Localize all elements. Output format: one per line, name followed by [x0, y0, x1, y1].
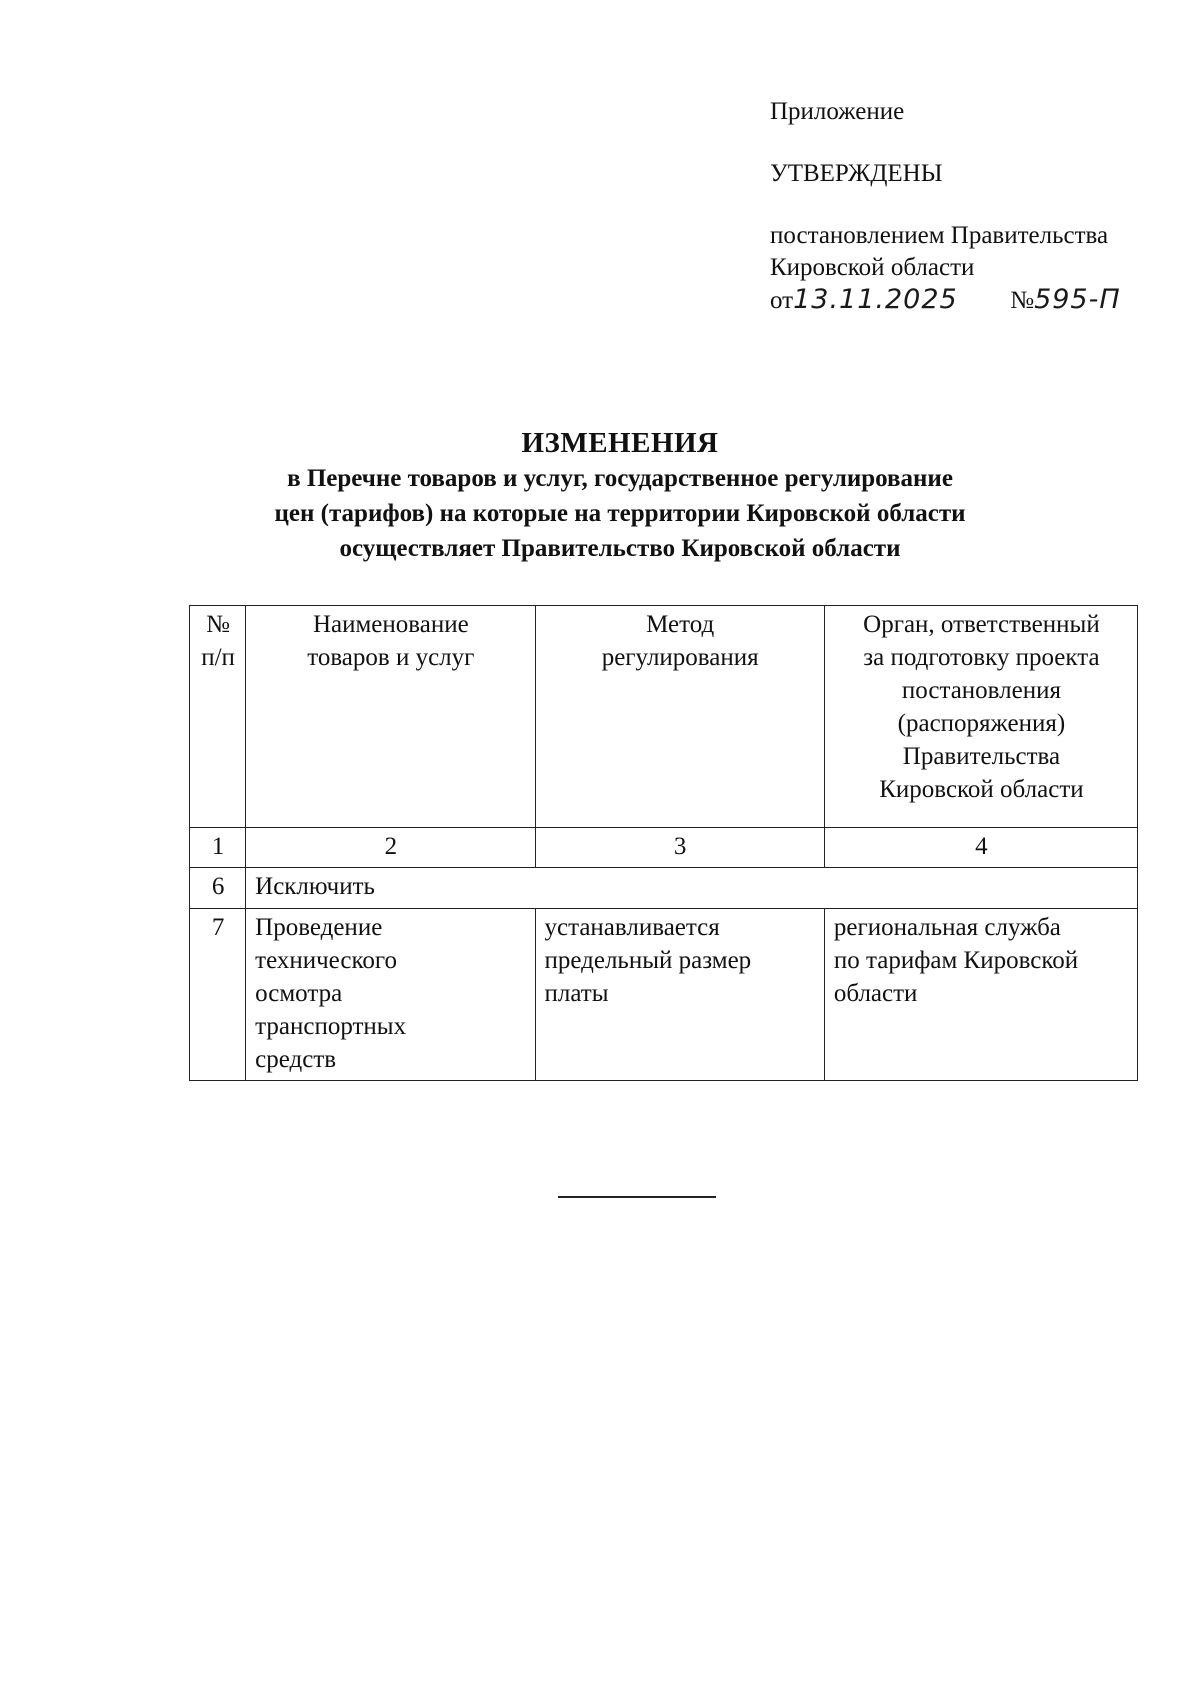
- row-text: Исключить: [246, 868, 1138, 909]
- column-number: 1: [190, 828, 246, 868]
- approved-by-line-1: постановлением Правительства: [770, 222, 1109, 249]
- row-number: 7: [190, 909, 246, 1081]
- header-method: Метод регулирования: [535, 606, 824, 828]
- document-title: [140, 425, 1100, 566]
- changes-table: [189, 605, 1138, 1081]
- header-num: № п/п: [190, 606, 246, 828]
- title-line-2: цен (тарифов) на которые на территории Кировской области: [274, 500, 966, 527]
- table-header-row: [190, 606, 1138, 828]
- table-row: [190, 909, 1138, 1081]
- table-row: [190, 868, 1138, 909]
- column-number: 4: [824, 828, 1137, 868]
- end-divider: [558, 1196, 716, 1198]
- regulation-method: устанавливается предельный размер платы: [535, 909, 824, 1081]
- approval-block: [770, 96, 1170, 317]
- column-number: 2: [246, 828, 535, 868]
- responsible-body: региональная служба по тарифам Кировской области: [824, 909, 1137, 1081]
- title-main: ИЗМЕНЕНИЯ: [521, 427, 719, 459]
- header-name: Наименование товаров и услуг: [246, 606, 535, 828]
- date-number-line: [770, 284, 1170, 317]
- date-prefix: от: [770, 287, 794, 314]
- handwritten-number: 595-П: [1034, 284, 1121, 315]
- handwritten-date: 13.11.2025: [793, 284, 958, 315]
- approved-label: УТВЕРЖДЕНЫ: [770, 160, 943, 187]
- row-number: 6: [190, 868, 246, 909]
- approved-by-line-2: Кировской области: [770, 254, 975, 281]
- title-line-1: в Перечне товаров и услуг, государственное регулирование: [287, 465, 953, 492]
- number-prefix: №: [1010, 287, 1035, 314]
- header-responsible-body: Орган, ответственный за подготовку проекта постановления (распоряжения) Правительства Кировской области: [824, 606, 1137, 828]
- service-name: Проведение технического осмотра транспортных средств: [246, 909, 535, 1081]
- appendix-label: Приложение: [770, 98, 905, 125]
- column-number: 3: [535, 828, 824, 868]
- column-number-row: [190, 828, 1138, 868]
- title-line-3: осуществляет Правительство Кировской области: [339, 535, 901, 562]
